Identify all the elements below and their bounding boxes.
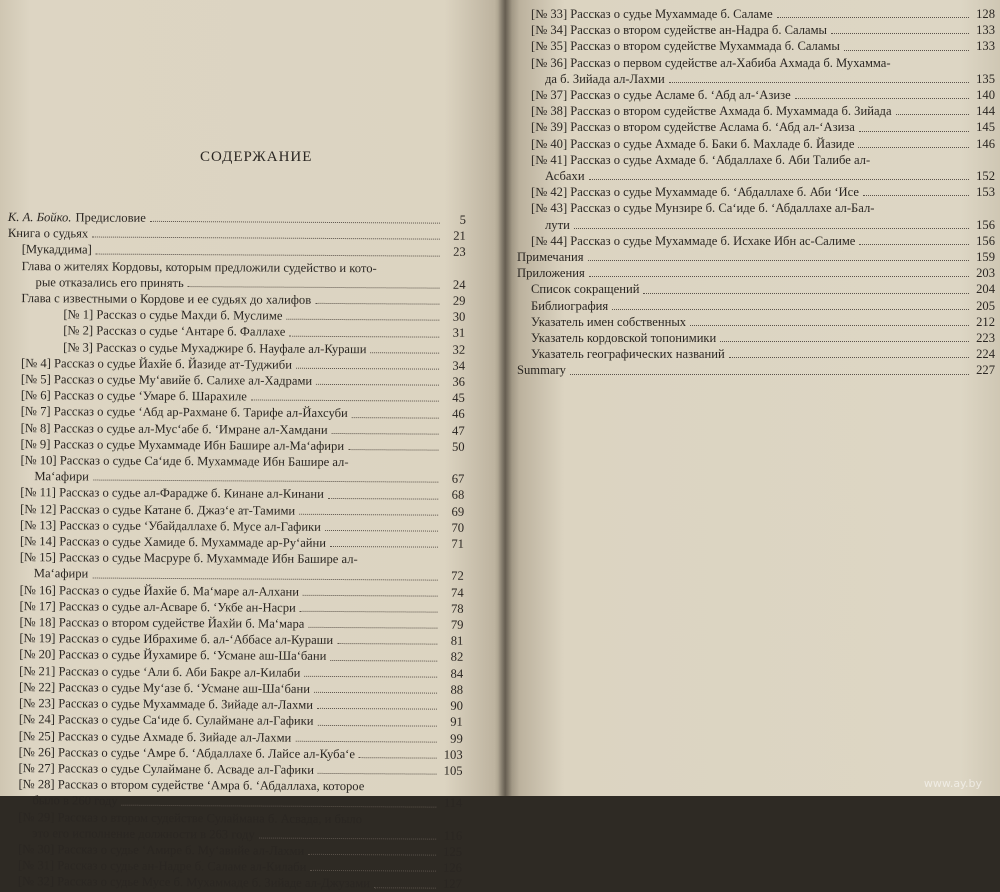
toc-entry [8, 258, 466, 293]
dot-leader [337, 644, 437, 646]
toc-entry-text: Предисловие [75, 210, 146, 225]
toc-entry-text: Указатель географических названий [531, 347, 725, 362]
toc-entry-text: [№ 36] Рассказ о первом судействе ал-Хабиба Ахмада б. Мухамма- [531, 55, 891, 70]
toc-entry [517, 200, 995, 232]
dot-leader [859, 244, 969, 245]
toc-entry-text: Приложения [517, 266, 585, 281]
toc-entry-text: [№ 25] Рассказ о судье Ахмаде б. Зийаде ал-Лахми [18, 728, 292, 745]
toc-entry-text: [№ 9] Рассказ о судье Мухаммаде Ибн Башире ал-Маʻафири [20, 436, 345, 453]
toc-entry-text: [№ 23] Рассказ о судье Мухаммаде б. Зийаде ал-Лахми [18, 696, 314, 712]
toc-page-number: 152 [976, 169, 995, 184]
book-gutter [498, 0, 512, 796]
toc-entry-text: [№ 27] Рассказ о судье Сулаймане б. Асваде ал-Гафики [18, 760, 315, 777]
toc-entry [517, 22, 995, 38]
toc-page-number: 135 [976, 71, 995, 86]
dot-leader [589, 179, 969, 180]
toc-entry-text: Список сокращений [531, 282, 640, 297]
toc-entry-text: Примечания [517, 250, 584, 265]
toc-page-number: 212 [976, 314, 995, 329]
toc-page-number: 116 [443, 828, 463, 843]
toc-page-number: 205 [976, 298, 995, 313]
toc-page-number: 79 [450, 617, 464, 632]
toc-entry-text-cont: рые отказались его принять [35, 274, 184, 290]
toc-entry-text: [№ 19] Рассказ о судье Ибрахиме б. ал-ʻАббасе ал-Кураши [19, 631, 334, 648]
dot-leader [93, 480, 438, 483]
dot-leader [318, 773, 437, 775]
toc-entry-text: [№ 8] Рассказ о судье ал-Мусʻабе б. ʻИмране ал-Хамдани [20, 420, 328, 437]
dot-leader [374, 887, 436, 888]
toc-entry-text-cont: Маʻафири [33, 566, 89, 581]
toc-page-number: 32 [452, 342, 466, 357]
toc-entry [517, 346, 995, 362]
dot-leader [896, 114, 969, 115]
toc-entry [517, 184, 995, 200]
toc-entry-text: Указатель кордовской топонимики [531, 331, 717, 346]
toc-entry-text: [№ 29] Рассказ о втором судействе Сулаймана б. Асвада, и было [18, 809, 363, 826]
toc-page-number: 144 [976, 104, 995, 119]
toc-page-number: 99 [450, 731, 463, 746]
toc-page-number: 46 [452, 407, 465, 422]
dot-leader [303, 595, 438, 597]
dot-leader [643, 293, 969, 294]
toc-entry-text-cont: лути [545, 217, 570, 232]
toc-entry-text: [№ 21] Рассказ о судье ʻАли б. Аби Бакре ал-Килаби [19, 663, 301, 680]
toc-entry-text: [№ 34] Рассказ о втором судействе ан-Надра б. Саламы [531, 23, 828, 38]
toc-entry [517, 281, 995, 297]
toc-page-number: 67 [451, 471, 465, 487]
dot-leader [314, 692, 437, 694]
toc-entry-text: [№ 24] Рассказ о судье Саʻиде б. Сулаймане ал-Гафики [18, 712, 314, 729]
toc-page-number: 29 [452, 293, 466, 308]
dot-leader [589, 276, 969, 277]
dot-leader [304, 676, 437, 678]
toc-entry-text: Глава с известными о Кордове и ее судьях до халифов [21, 291, 312, 307]
toc-page-number: 34 [452, 358, 466, 373]
toc-entry [517, 314, 995, 330]
toc-page-number: 126 [443, 860, 463, 875]
dot-leader [859, 131, 969, 132]
dot-leader [795, 98, 969, 99]
dot-leader [308, 627, 437, 629]
dot-leader [308, 854, 436, 856]
toc-entry-text-cont: Асбахи [545, 169, 585, 184]
toc-entry-text: [№ 35] Рассказ о втором судействе Мухаммада б. Саламы [531, 39, 840, 54]
toc-entry [517, 136, 995, 152]
dot-leader [289, 335, 439, 337]
dot-leader [328, 498, 438, 500]
dot-leader [316, 384, 439, 386]
toc-page-number: 78 [450, 601, 464, 616]
toc-entry-text: [№ 4] Рассказ о судье Йахйе б. Йазиде ат-Туджиби [21, 355, 293, 372]
dot-leader [863, 195, 969, 196]
dot-leader [310, 870, 436, 872]
toc-entry [517, 265, 995, 281]
toc-page-number: 88 [450, 682, 464, 697]
dot-leader [348, 449, 438, 451]
dot-leader [122, 804, 437, 807]
dot-leader [574, 228, 969, 229]
toc-entry-text: [№ 22] Рассказ о судье Муʻазе б. ʻУсмане аш-Шаʻбани [19, 679, 311, 696]
toc-entry-text: [№ 16] Рассказ о судье Йахйе б. Маʻмаре ал-Алхани [19, 582, 300, 599]
toc-page-number: 45 [452, 390, 465, 406]
toc-entry [517, 233, 995, 249]
toc-entry-text: [№ 20] Рассказ о судье Йухамире б. ʻУсмане аш-Шаʻбани [19, 647, 327, 664]
toc-page-number: 91 [450, 715, 463, 730]
toc-entry-text: [№ 15] Рассказ о судье Масруре б. Мухаммаде Ибн Башире ал- [19, 550, 358, 567]
toc-entry-text: [№ 13] Рассказ о судье ʻУбайдаллахе б. Мусе ал-Гафики [20, 517, 321, 534]
toc-page-number: 203 [976, 266, 995, 281]
right-page [505, 0, 1000, 796]
toc-page-number: 21 [453, 228, 466, 244]
toc-entry [517, 298, 995, 314]
dot-leader [570, 374, 969, 375]
toc-entry [517, 103, 995, 119]
toc-entry-text: [№ 42] Рассказ о судье Мухаммаде б. ʻАбдаллахе б. Аби ʻИсе [531, 185, 859, 200]
toc-page-number: 68 [451, 488, 465, 503]
dot-leader [370, 352, 439, 353]
toc-page-number: 36 [452, 374, 465, 389]
toc-entry-text: [№ 5] Рассказ о судье Муʻавийе б. Салихе ал-Хадрами [20, 372, 313, 388]
toc-page-number: 227 [976, 363, 995, 378]
dot-leader [150, 221, 440, 224]
toc-entry-text: [№ 30] Рассказ о судье ʻАмире б. Муʻавийе ал-Лахми [18, 841, 305, 858]
dot-leader [359, 757, 437, 758]
toc-entry-text: [№ 6] Рассказ о судье ʻУмаре б. Шарахиле [20, 388, 247, 404]
toc-page-number: 103 [443, 747, 463, 762]
dot-leader [315, 303, 439, 305]
toc-page-number: 90 [450, 698, 464, 713]
dot-leader [330, 660, 437, 662]
toc-entry-text: Книга о судьях [7, 226, 89, 241]
dot-leader [286, 319, 439, 321]
toc-page-number: 140 [976, 88, 995, 103]
toc-entry-author: К. А. Бойко. [7, 209, 72, 225]
dot-leader [317, 724, 436, 726]
dot-leader [720, 341, 969, 342]
toc-entry-text: [№ 44] Рассказ о судье Мухаммаде б. Исхаке Ибн ас-Салиме [531, 233, 856, 248]
toc-page-number: 81 [450, 633, 464, 649]
toc-page-number: 156 [976, 233, 995, 248]
toc-entry [517, 249, 995, 265]
toc-page-number: 24 [452, 277, 466, 292]
toc-entry [517, 119, 995, 135]
toc-entry [4, 873, 462, 892]
toc-entry-text: Summary [517, 363, 566, 378]
toc-entry [517, 152, 995, 184]
toc-entry-text-cont: было в 260 году [32, 793, 118, 808]
toc-entry-text: [№ 2] Рассказ о судье ʻАнтаре б. Фаллахе [63, 323, 286, 340]
toc-entry [517, 38, 995, 54]
dot-leader [332, 433, 439, 435]
toc-page-number: 71 [451, 536, 465, 551]
toc-entry-text: [№ 26] Рассказ о судье ʻАмре б. ʻАбдаллахе б. Лайсе ал-Кубаʻе [18, 744, 356, 761]
dot-leader [858, 147, 969, 148]
dot-leader [96, 253, 440, 256]
dot-leader [588, 260, 969, 261]
toc-page-number: 74 [451, 585, 464, 600]
toc-entry-text: [№ 7] Рассказ о судье ʻАбд ар-Рахмане б. Тарифе ал-Йахсуби [20, 404, 348, 421]
toc-page-number: 105 [443, 763, 463, 778]
toc-page-number: 224 [976, 347, 995, 362]
toc-page-number: 223 [976, 331, 995, 346]
toc-entry-text: [№ 12] Рассказ о судье Катане б. Джазʻе ат-Тамими [20, 501, 296, 518]
toc-page-number: 125 [443, 844, 463, 859]
toc-entry-text: [№ 11] Рассказ о судье ал-Фарадже б. Кинане ал-Кинани [20, 485, 324, 502]
toc-entry-text: [Мукаддима] [21, 242, 92, 257]
dot-leader [188, 286, 440, 289]
dot-leader [831, 33, 969, 34]
dot-leader [317, 708, 437, 710]
toc-page-number: 204 [976, 282, 995, 297]
toc-page-number: 23 [453, 245, 466, 260]
toc-entry-text: Указатель имен собственных [531, 314, 687, 329]
toc-list-right [517, 6, 995, 379]
toc-entry-text: [№ 40] Рассказ о судье Ахмаде б. Баки б. Махладе б. Йазиде [531, 136, 855, 151]
dot-leader [325, 530, 438, 532]
toc-entry [517, 6, 995, 22]
toc-page-number: 156 [976, 217, 995, 232]
toc-entry-text: [№ 18] Рассказ о втором судействе Йахйи б. Маʻмара [19, 615, 305, 631]
dot-leader [777, 17, 969, 18]
toc-entry [6, 452, 464, 487]
toc-page-number: 5 [459, 212, 466, 227]
toc-entry-text: [№ 38] Рассказ о втором судействе Ахмада б. Мухаммада б. Зийада [531, 104, 892, 119]
toc-page-number: 146 [976, 136, 995, 151]
toc-entry [4, 776, 462, 811]
toc-entry-text-cont: да б. Зийада ал-Лахми [545, 71, 665, 86]
toc-page-number: 153 [976, 185, 995, 200]
dot-leader [299, 514, 438, 516]
dot-leader [251, 400, 439, 402]
dot-leader [729, 357, 969, 358]
toc-page-number: 145 [976, 120, 995, 135]
toc-list-left [4, 209, 466, 892]
toc-page-number: 127 [442, 876, 462, 892]
toc-page-number: 31 [452, 326, 466, 341]
toc-page-number: 84 [450, 666, 464, 681]
toc-page-number: 47 [452, 423, 465, 438]
toc-entry [517, 330, 995, 346]
toc-page-number: 82 [450, 650, 464, 665]
toc-entry-text: [№ 28] Рассказ о втором судействе ʻАмра б. ʻАбдаллаха, которое [18, 777, 365, 794]
toc-entry [6, 549, 464, 584]
dot-leader [330, 546, 438, 548]
dot-leader [295, 740, 436, 742]
dot-leader [296, 368, 439, 370]
toc-page-number: 69 [451, 504, 465, 519]
toc-page-number: 72 [451, 569, 464, 584]
toc-entry-text-cont: это его исполнение должности в 263 году [32, 825, 255, 842]
toc-entry-text: [№ 10] Рассказ о судье Саʻиде б. Мухаммаде Ибн Башире ал- [20, 453, 349, 470]
dot-leader [352, 417, 439, 419]
watermark: www.ay.by [923, 777, 982, 790]
toc-entry-text: [№ 39] Рассказ о втором судействе Аслама б. ʻАбд ал-ʻАзиза [531, 120, 855, 135]
toc-page-number: 133 [976, 39, 995, 54]
toc-entry-text-cont: Маʻафири [34, 469, 89, 484]
dot-leader [690, 325, 969, 326]
dot-leader [92, 237, 440, 240]
toc-entry-text: [№ 41] Рассказ о судье Ахмаде б. ʻАбдаллахе б. Аби Талибе ал- [531, 152, 871, 167]
toc-entry [517, 87, 995, 103]
toc-page-number: 50 [451, 439, 465, 454]
toc-entry-text: [№ 1] Рассказ о судье Махди б. Муслиме [63, 307, 283, 323]
toc-page-number: 30 [452, 309, 466, 325]
toc-entry [4, 809, 462, 844]
toc-title: СОДЕРЖАНИЕ [200, 149, 313, 165]
dot-leader [300, 611, 438, 613]
toc-entry-text: [№ 3] Рассказ о судье Мухаджире б. Науфале ал-Кураши [63, 339, 367, 356]
toc-page-number: 133 [976, 23, 995, 38]
toc-page-number: 114 [443, 795, 463, 811]
toc-entry [517, 55, 995, 87]
toc-entry-text: [№ 31] Рассказ о судье ан-Надре б. Саламе ал-Килаби [17, 858, 307, 874]
toc-page-number: 159 [976, 250, 995, 265]
toc-entry-text: Библиография [531, 298, 609, 313]
toc-entry-text: [№ 17] Рассказ о судье ал-Асваре б. ʻУкбе ан-Насри [19, 598, 296, 615]
dot-leader [259, 837, 436, 839]
dot-leader [92, 577, 437, 580]
toc-entry-text: [№ 32] Рассказ о судье Мусе б. Мухаммаде б. Зийаде ал-Джузами [17, 874, 371, 891]
dot-leader [844, 50, 969, 51]
toc-entry-text: [№ 37] Рассказ о судье Асламе б. ʻАбд ал-ʻАзизе [531, 88, 791, 103]
toc-entry-text: [№ 33] Рассказ о судье Мухаммаде б. Саламе [531, 7, 773, 21]
toc-entry-text: Глава о жителях Кордовы, которым предложили судейство и кото- [21, 258, 377, 275]
toc-entry-text: [№ 14] Рассказ о судье Хамиде б. Мухаммаде ар-Руʻайни [19, 534, 327, 551]
dot-leader [669, 82, 969, 83]
toc-entry [517, 362, 995, 378]
toc-page-number: 128 [976, 7, 995, 21]
dot-leader [612, 309, 969, 310]
toc-entry-text: [№ 43] Рассказ о судье Мунзире б. Саʻиде б. ʻАбдаллахе ал-Бал- [531, 201, 875, 216]
toc-page-number: 70 [451, 520, 465, 535]
